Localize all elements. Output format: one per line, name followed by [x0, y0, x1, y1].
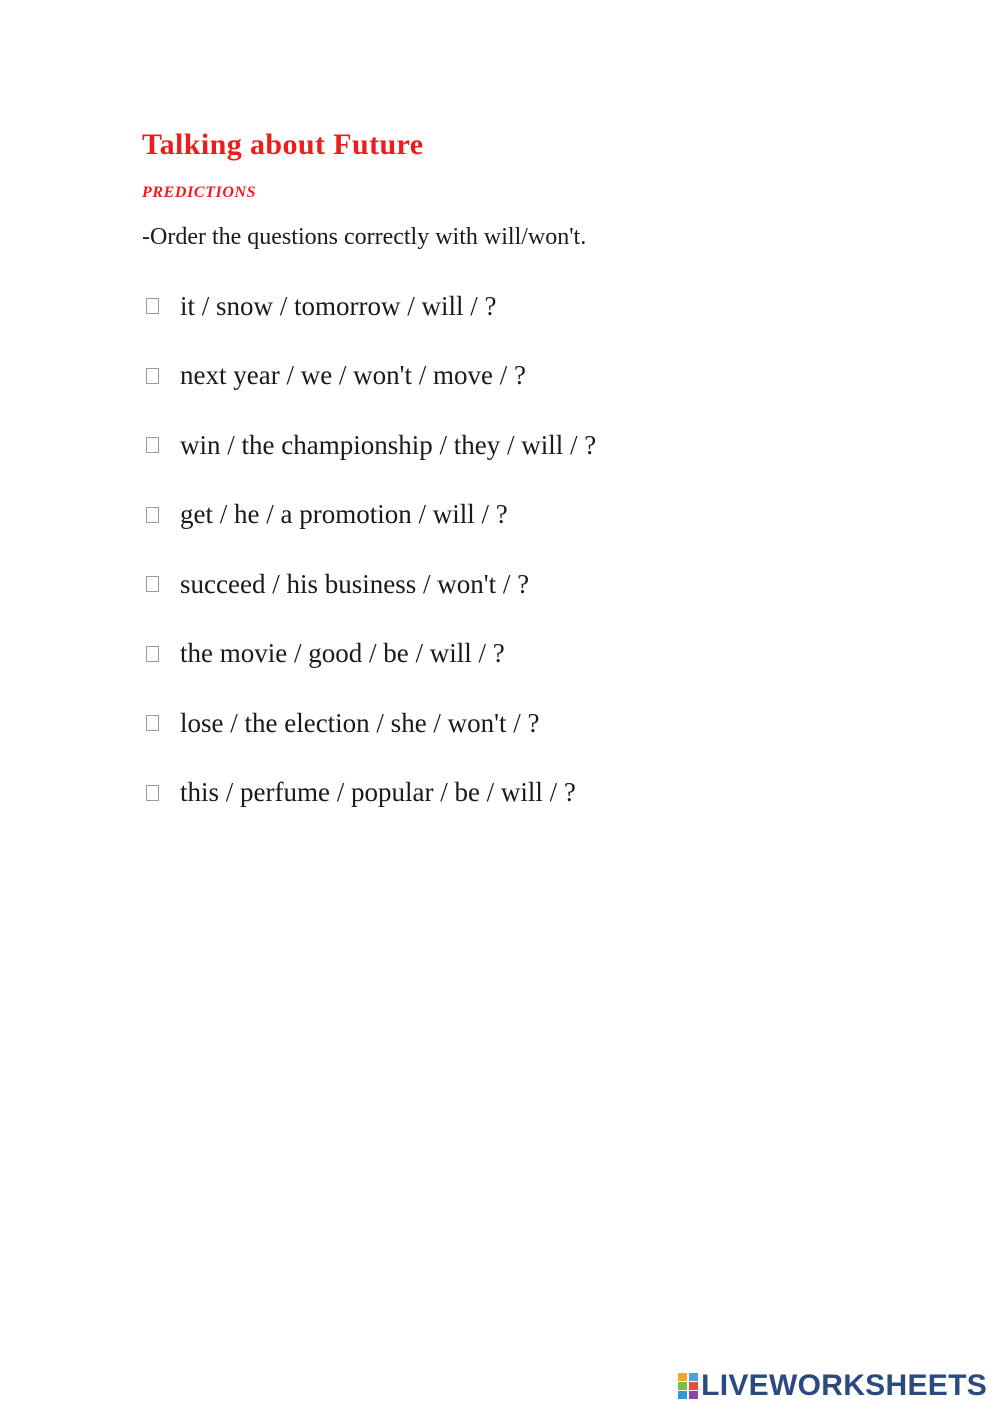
list-item	[142, 635, 596, 673]
question-text: win / the championship / they / will / ?	[180, 429, 597, 460]
checkbox-icon[interactable]	[146, 646, 159, 662]
question-text: lose / the election / she / won't / ?	[180, 707, 540, 738]
liveworksheets-logo-icon	[678, 1373, 698, 1399]
list-item	[142, 287, 596, 325]
checkbox-icon[interactable]	[146, 785, 159, 801]
list-item	[142, 357, 596, 395]
checkbox-icon[interactable]	[146, 368, 159, 384]
list-item	[142, 704, 596, 742]
question-text: next year / we / won't / move / ?	[180, 360, 527, 390]
question-list	[142, 287, 596, 843]
instruction-text: -Order the questions correctly with will/won't.	[142, 224, 587, 250]
brand-name: LIVEWORKSHEETS	[701, 1369, 987, 1402]
checkbox-icon[interactable]	[146, 437, 159, 453]
question-text: get / he / a promotion / will / ?	[180, 499, 508, 529]
checkbox-icon[interactable]	[146, 298, 159, 314]
liveworksheets-brand[interactable]	[678, 1369, 987, 1403]
worksheet-subtitle: PREDICTIONS	[142, 184, 257, 201]
checkbox-icon[interactable]	[146, 715, 159, 731]
worksheet-title: Talking about Future	[142, 128, 424, 161]
list-item	[142, 426, 596, 464]
list-item	[142, 565, 596, 603]
question-text: succeed / his business / won't / ?	[180, 568, 530, 599]
list-item	[142, 496, 596, 534]
list-item	[142, 774, 596, 812]
checkbox-icon[interactable]	[146, 507, 159, 523]
checkbox-icon[interactable]	[146, 576, 159, 592]
question-text: it / snow / tomorrow / will / ?	[180, 290, 497, 321]
question-text: the movie / good / be / will / ?	[180, 638, 505, 668]
question-text: this / perfume / popular / be / will / ?	[180, 777, 576, 807]
